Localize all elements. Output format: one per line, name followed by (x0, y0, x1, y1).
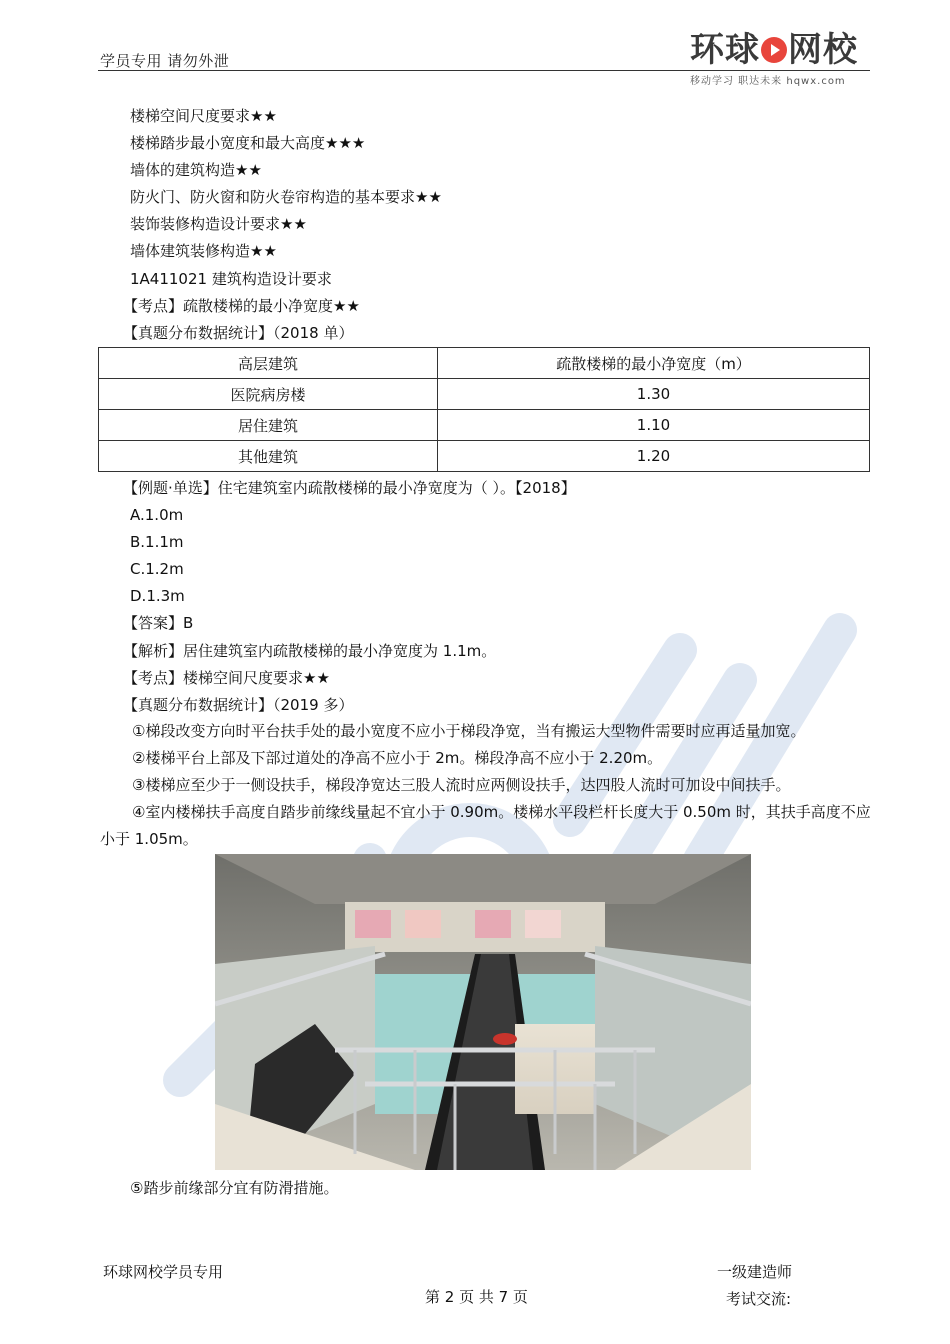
table-header-cell: 疏散楼梯的最小净宽度（m） (438, 348, 870, 379)
footer-left: 环球网校学员专用 (103, 1263, 224, 1281)
table-cell: 其他建筑 (99, 441, 438, 472)
kaodian-heading: 【考点】疏散楼梯的最小净宽度★★ (123, 297, 360, 315)
play-icon (761, 37, 787, 63)
table-header-row (99, 348, 870, 379)
logo-text-part1: 环球 (690, 30, 760, 70)
stair-width-table (98, 347, 870, 472)
toc-item: 墙体的建筑构造★★ (130, 161, 262, 179)
table-cell: 居住建筑 (99, 410, 438, 441)
point-item: ②楼梯平台上部及下部过道处的净高不应小于 2m。梯段净高不应小于 2.20m。 (132, 749, 663, 767)
point-item: ③楼梯应至少于一侧设扶手，梯段净宽达三股人流时应两侧设扶手，达四股人流时可加设中间扶手。 (132, 776, 791, 794)
table-cell: 1.10 (438, 410, 870, 441)
stats-heading: 【真题分布数据统计】（2018 单） (123, 324, 354, 342)
question-stem: 【例题·单选】住宅建筑室内疏散楼梯的最小净宽度为（ ）。【2018】 (123, 479, 576, 497)
point-item: ⑤踏步前缘部分宜有防滑措施。 (130, 1179, 339, 1197)
toc-item: 楼梯踏步最小宽度和最大高度★★★ (130, 134, 366, 152)
question-answer: 【答案】B (123, 614, 194, 632)
footer-exam-name: 一级建造师 (717, 1263, 793, 1281)
kaodian-heading: 【考点】楼梯空间尺度要求★★ (123, 669, 330, 687)
section-code: 1A411021 建筑构造设计要求 (130, 270, 332, 288)
footer-exam-exchange: 考试交流: (726, 1290, 792, 1308)
question-option: B.1.1m (130, 533, 184, 551)
table-row (99, 379, 870, 410)
escalator-photo (215, 854, 751, 1170)
page-number: 第 2 页 共 7 页 (425, 1288, 528, 1306)
point-item: ④室内楼梯扶手高度自踏步前缘线量起不宜小于 0.90m。楼梯水平段栏杆长度大于 0.50m 时，其扶手高度不应小于 1.05m。 (100, 803, 871, 848)
question-option: D.1.3m (130, 587, 185, 605)
brand-logo (690, 30, 870, 87)
point-item: ①梯段改变方向时平台扶手处的最小宽度不应小于梯段净宽，当有搬运大型物件需要时应再适量加宽。 (132, 722, 806, 740)
header-confidential-note: 学员专用 请勿外泄 (100, 52, 230, 70)
toc-item: 装饰装修构造设计要求★★ (130, 215, 307, 233)
table-cell: 1.30 (438, 379, 870, 410)
table-cell: 1.20 (438, 441, 870, 472)
question-option: A.1.0m (130, 506, 184, 524)
logo-text-part2: 网校 (788, 30, 858, 70)
table-row (99, 441, 870, 472)
stats-heading: 【真题分布数据统计】（2019 多） (123, 696, 354, 714)
table-header-cell: 高层建筑 (99, 348, 438, 379)
toc-item: 防火门、防火窗和防火卷帘构造的基本要求★★ (130, 188, 442, 206)
table-row (99, 410, 870, 441)
question-option: C.1.2m (130, 560, 184, 578)
logo-slogan: 移动学习 职达未来 hqwx.com (690, 76, 846, 87)
question-analysis: 【解析】居住建筑室内疏散楼梯的最小净宽度为 1.1m。 (123, 642, 497, 660)
toc-item: 楼梯空间尺度要求★★ (130, 107, 277, 125)
table-cell: 医院病房楼 (99, 379, 438, 410)
toc-item: 墙体建筑装修构造★★ (130, 242, 277, 260)
